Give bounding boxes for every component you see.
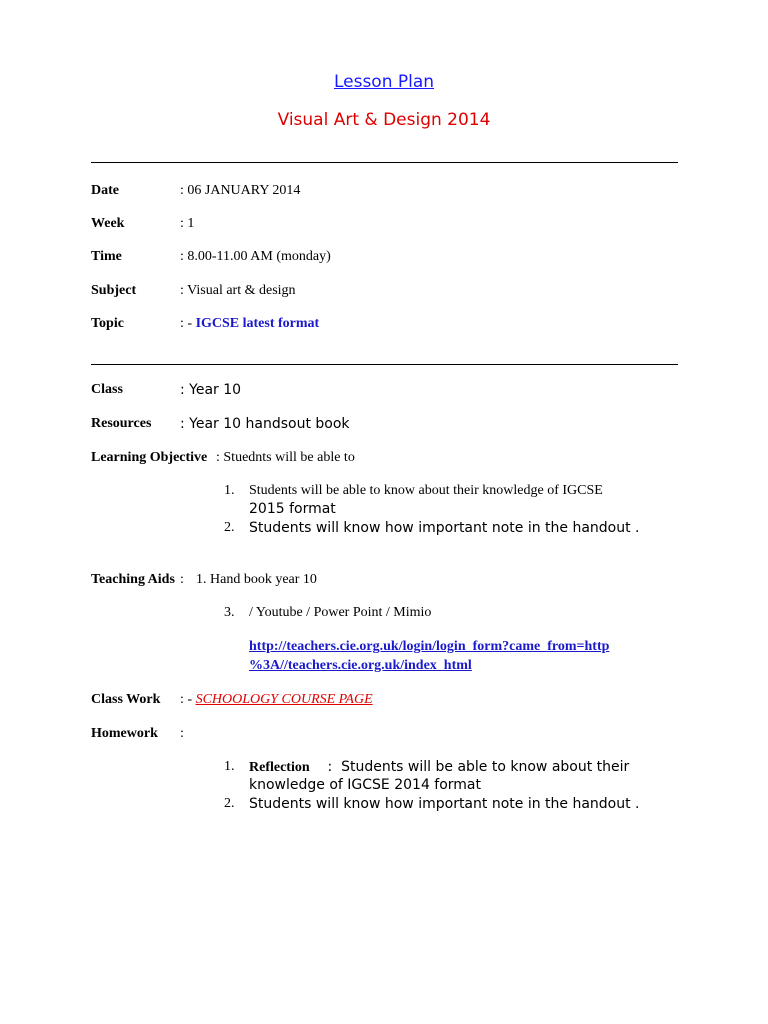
homework-label: Homework: [91, 726, 158, 741]
resources-label: Resources: [91, 416, 152, 431]
class-work-prefix: : -: [180, 692, 196, 707]
homework-1-number: 1.: [224, 759, 235, 774]
topic-value: [180, 316, 319, 332]
subject-value: : Visual art & design: [180, 283, 296, 298]
homework-2-number: 2.: [224, 796, 235, 811]
cie-login-link[interactable]: http://teachers.cie.org.uk/login/login_form?came_from=http: [249, 639, 610, 654]
divider-top: [91, 162, 678, 163]
teaching-aid-item-3-number: 3.: [224, 605, 235, 620]
homework-1-desc: : Students will be able to know about their: [309, 759, 630, 775]
teaching-aids-label: Teaching Aids: [91, 572, 175, 587]
class-work-value: [180, 692, 373, 708]
week-value: : 1: [180, 216, 195, 231]
schoology-link[interactable]: SCHOOLOGY COURSE PAGE: [195, 692, 373, 707]
objective-1-number: 1.: [224, 483, 235, 498]
objective-2-text: Students will know how important note in the handout .: [249, 520, 640, 536]
divider-middle: [91, 364, 678, 365]
topic-label: Topic: [91, 316, 124, 331]
page-title: Lesson Plan: [333, 72, 435, 92]
cie-login-link-cont[interactable]: %3A//teachers.cie.org.uk/index_html: [249, 658, 472, 673]
homework-1-text: [249, 759, 629, 776]
date-value: : 06 JANUARY 2014: [180, 183, 301, 198]
time-value: : 8.00-11.00 AM (monday): [180, 249, 331, 264]
learning-objective-label: Learning Objective: [91, 450, 208, 465]
time-label: Time: [91, 249, 122, 264]
date-label: Date: [91, 183, 119, 198]
teaching-aid-item-1: 1. Hand book year 10: [196, 572, 317, 587]
homework-2-text: Students will know how important note in the handout .: [249, 796, 640, 812]
homework-1-text-cont: knowledge of IGCSE 2014 format: [249, 777, 482, 793]
objective-2-number: 2.: [224, 520, 235, 535]
teaching-aid-item-3: / Youtube / Power Point / Mimio: [249, 605, 432, 620]
class-work-label: Class Work: [91, 692, 161, 707]
resources-value: : Year 10 handsout book: [180, 416, 350, 432]
topic-text: IGCSE latest format: [195, 316, 320, 331]
topic-prefix: : -: [180, 316, 196, 331]
homework-colon: :: [180, 726, 184, 741]
subject-label: Subject: [91, 283, 137, 298]
homework-1-title: Reflection: [249, 760, 310, 775]
week-label: Week: [91, 216, 125, 231]
class-value: : Year 10: [180, 382, 242, 398]
teaching-aids-colon: :: [180, 572, 184, 587]
page-subtitle: Visual Art & Design 2014: [277, 110, 491, 130]
objective-1-text-cont: 2015 format: [249, 501, 336, 517]
learning-objective-value: : Stuednts will be able to: [216, 450, 355, 465]
objective-1-text: Students will be able to know about their knowledge of IGCSE: [249, 483, 603, 498]
class-label: Class: [91, 382, 123, 397]
